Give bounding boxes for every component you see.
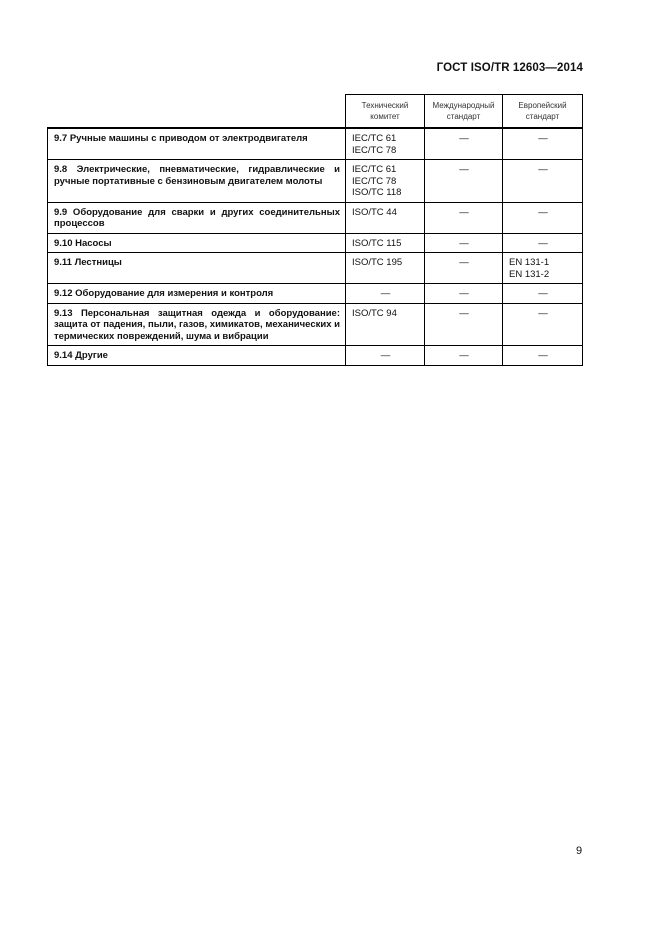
document-id: ГОСТ ISO/TR 12603—2014 [436, 62, 583, 74]
committee-code: IEC/TC 61 [352, 133, 397, 144]
international-standard-cell: — [425, 128, 503, 160]
european-standard-code: — [538, 307, 548, 319]
committee-cell [346, 284, 425, 304]
committee-code: IEC/TC 61 [352, 164, 397, 175]
table-row [48, 233, 583, 253]
row-title: 9.10 Насосы [48, 233, 346, 253]
european-standard-cell [503, 303, 583, 346]
european-standard-code: — [538, 288, 548, 299]
international-standard-cell: — [425, 233, 503, 253]
european-standard-cell [503, 346, 583, 366]
european-standard-cell [503, 128, 583, 160]
standards-table [47, 94, 583, 366]
table-row [48, 346, 583, 366]
european-standard-cell [503, 160, 583, 203]
header-european-standard: Европейский стандарт [503, 95, 583, 129]
committee-code: IEC/TC 78 [352, 144, 397, 156]
table-body [48, 128, 583, 365]
header-international-standard: Международный стандарт [425, 95, 503, 129]
international-standard-cell: — [425, 346, 503, 366]
committee-cell [346, 233, 425, 253]
european-standard-code: — [538, 133, 548, 144]
committee-code: — [380, 350, 391, 361]
european-standard-cell [503, 233, 583, 253]
row-title: 9.8 Электрические, пневматические, гидравлические и ручные портативные с бензиновым двигателем молоты [48, 160, 346, 203]
table-row [48, 253, 583, 284]
row-title: 9.9 Оборудование для сварки и других соединительных процессов [48, 202, 346, 233]
european-standard-code: — [538, 164, 548, 175]
european-standard-code: — [538, 206, 548, 218]
header-committee: Технический комитет [346, 95, 425, 129]
committee-code: ISO/TC 195 [352, 257, 403, 268]
committee-cell [346, 128, 425, 160]
european-standard-code: — [538, 237, 548, 249]
committee-code: — [380, 288, 391, 299]
table-row [48, 284, 583, 304]
row-title: 9.7 Ручные машины с приводом от электродвигателя [48, 128, 346, 160]
table-row [48, 303, 583, 346]
table-header-row [48, 95, 583, 129]
table-row [48, 160, 583, 203]
international-standard-cell: — [425, 284, 503, 304]
header-blank [48, 95, 346, 129]
row-title: 9.13 Персональная защитная одежда и оборудование: защита от падения, пыли, газов, химикатов, механических и термических повреждений, шума и вибрации [48, 303, 346, 346]
committee-code: ISO/TC 118 [352, 187, 402, 198]
european-standard-code: EN 131-1 [509, 257, 550, 268]
international-standard-cell: — [425, 253, 503, 284]
committee-code: ISO/TC 44 [352, 206, 397, 218]
committee-code: ISO/TC 94 [352, 307, 397, 319]
committee-code: ISO/TC 115 [352, 237, 402, 249]
international-standard-cell: — [425, 202, 503, 233]
row-title: 9.11 Лестницы [48, 253, 346, 284]
row-title: 9.12 Оборудование для измерения и контроля [48, 284, 346, 304]
row-title: 9.14 Другие [48, 346, 346, 366]
committee-code: IEC/TC 78 [352, 175, 397, 187]
committee-cell [346, 253, 425, 284]
committee-cell [346, 202, 425, 233]
committee-cell [346, 303, 425, 346]
european-standard-cell [503, 253, 583, 284]
european-standard-cell [503, 284, 583, 304]
international-standard-cell: — [425, 303, 503, 346]
international-standard-cell: — [425, 160, 503, 203]
table-row [48, 128, 583, 160]
table-row [48, 202, 583, 233]
european-standard-code: — [538, 350, 548, 361]
page-number: 9 [576, 845, 583, 857]
committee-cell [346, 346, 425, 366]
committee-cell [346, 160, 425, 203]
european-standard-cell [503, 202, 583, 233]
european-standard-code: EN 131-2 [509, 268, 550, 280]
